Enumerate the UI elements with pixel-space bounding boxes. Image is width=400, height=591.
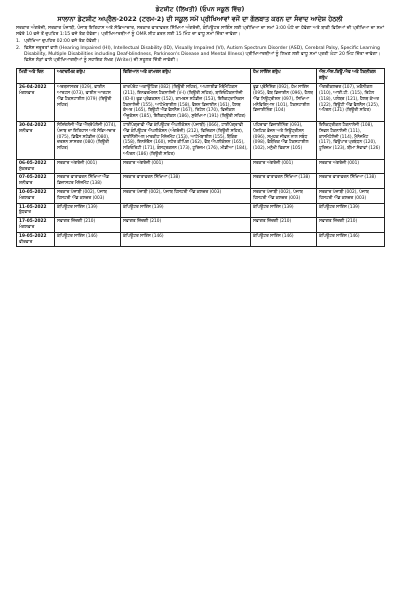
document-title: ਡੇਟਸ਼ੀਟ (ਲਿਖਤੀ) (ਓਪਨ ਸਕੂਲ ਵਿੱਚ) [155,6,245,13]
home-science-subjects-cell: ਸਰਕਾਰ ਅੰਗਰੇਜ਼ੀ (001) [251,159,317,174]
academic-subjects-cell: ਸਰਕਾਰ ਪੰਜਾਬੀ (002), ਪੰਜਾਬ ਹਿਸਟਰੀ ਐਂਡ ਕਲਚਰ (003) [55,188,121,203]
exam-date: 10-05-2022 [19,189,47,195]
date-day-cell [17,159,55,174]
table-row [17,122,385,160]
nsqf-technical-subjects-cell: ਸਵਾਗਤ ਜ਼ਿੰਦਗੀ (210) [317,218,385,233]
nsqf-technical-subjects-cell: ਐਗਰੀਕਲਚਰ (107), ਮਕੈਨੀਕਲ (110), ਆਈ.ਟੀ. (115), ਰਿਟੇਲ (118), ਪਲੰਬਰ (121), ਹੈਲਥ ਕੇਅਰ (122), ਬਿਊਟੀ ਐਂਡ ਵੈਲਨੈਸ (125), ਅਪੈਰਲ (131) (ਥਿਊਰੀ ਸਹਿਤ) [317,84,385,122]
note-text: ਵਿਸ਼ੇਸ਼ ਜ਼ਰੂਰਤਾਂ ਵਾਲੇ (Hearing Impaired (HI), Intellectual Disability (ID), Visually Impaired (VI), Autism Spectrum Disorder (ASD), Cerebral Palsy, Specific Learning Disability, Multiple Disabilities including Deaf-blindness, Parkinson's Disease and Mental Illness) ਪ੍ਰੀਖਿਆਰਥੀਆਂ ਨੂੰ ਲਿਖਣ ਲਈ ਵਾਧੂ ਸਮਾਂ ਪ੍ਰਤੀ ਘੰਟਾ 20 ਮਿੰਟ ਦਿੱਤਾ ਜਾਵੇਗਾ। ਵਿਸ਼ੇਸ਼ ਲੋੜਾਂ ਵਾਲੇ ਪ੍ਰੀਖਿਆਰਥੀਆਂ ਨੂੰ ਸਹਾਇਕ ਲੇਖਕ (Writer) ਦੀ ਸਹੂਲਤ ਦਿੱਤੀ ਜਾਵੇਗੀ। [24,45,381,64]
nsqf-technical-subjects-cell: ਸਰਕਾਰ ਵਾਤਾਵਰਨ ਸਿੱਖਿਆ (138) [317,174,385,189]
home-science-subjects-cell: ਸਰਕਾਰ ਵਾਤਾਵਰਨ ਸਿੱਖਿਆ (138) [251,174,317,189]
header-home-science-group: ਹੋਮ ਸਾਇੰਸ ਗਰੁੱਪ [251,69,317,84]
science-commerce-subjects-cell: ਕੰਪਿਊਟਰ ਸਾਇੰਸ (146) [121,232,251,247]
exam-date: 30-04-2022 [19,123,47,128]
home-science-subjects-cell: ਸਰਕਾਰ ਪੰਜਾਬੀ (002), ਪੰਜਾਬ ਹਿਸਟਰੀ ਐਂਡ ਕਲਚਰ (003) [251,188,317,203]
nsqf-technical-subjects-cell: ਇਲੈਕਟ੍ਰੀਕਲ ਟੈਕਨਾਲੋਜੀ (108), ਸਿਵਲ ਟੈਕਨਾਲੋਜੀ (111), ਕਾਸਮੈਟੋਲੋਜੀ (114), ਮੈਨੇਜਮੈਂਟ (117), ਵਿਉਪਾਰ ਪ੍ਰਬੰਧਨ (120), ਟੂਰਿਜ਼ਮ (123), ਬੀਮਾ ਸੇਵਾਵਾਂ (126) [317,122,385,160]
academic-subjects-cell: ਕੰਪਿਊਟਰ ਸਾਇੰਸ (139) [55,203,121,218]
exam-date: 19-05-2022 [19,233,47,239]
exam-date: 17-05-2022 [19,219,47,225]
science-commerce-subjects-cell: ਸਰਕਾਰ ਅੰਗਰੇਜ਼ੀ (001) [121,159,251,174]
date-day-cell [17,174,55,189]
home-science-subjects-cell: ਸਵਾਗਤ ਜ਼ਿੰਦਗੀ (210) [251,218,317,233]
exam-day: ਮੰਗਲਵਾਰ [19,91,35,97]
header-science-commerce-group: ਵਿਗਿਆਨ ਅਤੇ ਕਾਮਰਸ ਗਰੁੱਪ [121,69,251,84]
note-item [16,46,384,65]
academic-subjects-cell: ਸਰਕਾਰ ਵਾਤਾਵਰਨ ਸਿੱਖਿਆ ਐਂਡ ਡਿਜ਼ਾਸਟਰ ਮੈਨੇਜਮੈਂਟ (138) [55,174,121,189]
exam-date: 06-05-2022 [19,160,47,166]
academic-subjects-cell: ਸਰਕਾਰ ਅੰਗਰੇਜ਼ੀ (001) [55,159,121,174]
science-commerce-subjects-cell: ਸਰਕਾਰ ਪੰਜਾਬੀ (002), ਪੰਜਾਬ ਹਿਸਟਰੀ ਐਂਡ ਕਲਚਰ (003) [121,188,251,203]
home-science-subjects-cell: ਕੰਪਿਊਟਰ ਸਾਇੰਸ (139) [251,203,317,218]
exam-day: ਸ਼ਨੀਵਾਰ [19,128,33,134]
table-row [17,84,385,122]
table-row [17,232,385,247]
document-subtitle: ਸਾਲਾਨਾ ਡੇਟਸ਼ੀਟ ਅਪ੍ਰੈਲ-2022 (ਟਰਮ-2) ਦੀ ਸਕੂਲ ਸਮੇਂ ਪ੍ਰੀਖਿਆਵਾਂ ਵਜੋਂ ਦਾ ਗੱਲਬਾਤ ਕਰਨ ਦਾ ਸੰਵਾਦ ਆਦੇਸ਼ ਹੇਠਲੀ [57,15,343,23]
note-text: ਪ੍ਰੀਖਿਆ ਦੁਪਹਿਰ 02:00 ਵਜੇ ਤੱਕ ਹੋਵੇਗੀ। [24,39,100,45]
note-number: 1. [16,39,21,45]
note-number: 2. [16,45,21,51]
science-commerce-subjects-cell: ਕਾਰਪੋਰੇਟ ਅਕਾਊਂਟਿੰਗ (082) (ਥਿਊਰੀ ਸਹਿਤ), ਅਪਲਾਈਡ ਮੈਥੇਮੈਟਿਕਸ (211), ਇਨਫਰਮੇਸ਼ਨ ਟੈਕਨਾਲੋਜੀ (V-I) (ਥਿਊਰੀ ਸਹਿਤ), ਬਾਇਓਟੈਕਨਾਲੋਜੀ (ID-II) ਫੂਡ ਪ੍ਰੋਡਕਸ਼ਨ (152), ਕਾਮਰਸ ਸਟੱਡੀਜ਼ (153), ਇਲੈਕਟ੍ਰਾਨਿਕਸ ਟੈਕਨਾਲੋਜੀ (155), ਆਟੋਮੋਬਾਈਲ (158), ਫੈਸ਼ਨ ਡਿਜ਼ਾਈਨ (161), ਹੈਲਥ ਕੇਅਰ (165), ਬਿਊਟੀ ਐਂਡ ਵੈਲਨੈਸ (167), ਰਿਟੇਲ (170), ਫਿਜ਼ੀਕਲ ਐਜੂਕੇਸ਼ਨ (185), ਇਲੈਕਟ੍ਰੀਕਲ (186), ਸੁਰੱਖਿਆ (191) (ਥਿਊਰੀ ਸਹਿਤ) [121,84,251,122]
header-academic-group: ਅਕਾਦਮਿਕ ਗਰੁੱਪ [55,69,121,84]
nsqf-technical-subjects-cell: ਸਰਕਾਰ ਪੰਜਾਬੀ (002), ਪੰਜਾਬ ਹਿਸਟਰੀ ਐਂਡ ਕਲਚਰ (003) [317,188,385,203]
table-row [17,174,385,189]
science-commerce-subjects-cell: ਸਰਕਾਰ ਵਾਤਾਵਰਨ ਸਿੱਖਿਆ (138) [121,174,251,189]
exam-day: ਸ਼ਨੀਵਾਰ [19,181,33,187]
nsqf-technical-subjects-cell: ਸਰਕਾਰ ਅੰਗਰੇਜ਼ੀ (001) [317,159,385,174]
datesheet-table [16,68,385,247]
academic-subjects-cell: ਕੰਪਿਊਟਰ ਸਾਇੰਸ (146) [55,232,121,247]
exam-day: ਮੰਗਲਵਾਰ [19,195,35,201]
table-header-row [17,69,385,84]
header-nsqf-technical-group: ਐਨ.ਐਸ.ਕਿਊ.ਐਫ ਅਤੇ ਟੈਕਨੀਕਲ ਗਰੁੱਪ [317,69,385,84]
notes-list [16,39,384,64]
home-science-subjects-cell: ਕੰਪਿਊਟਰ ਸਾਇੰਸ (146) [251,232,317,247]
science-commerce-subjects-cell: ਟਾਈਪੋਗ੍ਰਾਫੀ ਐਂਡ ਕੰਪਿਊਟਰ ਐਪਲੀਕੇਸ਼ਨ (ਪੰਜਾਬੀ) (066), ਟਾਈਪੋਗ੍ਰਾਫੀ ਐਂਡ ਕੰਪਿਊਟਰ ਐਪਲੀਕੇਸ਼ਨ (ਅੰਗਰੇਜ਼ੀ) (212), ਫਿਜ਼ਿਕਸ (ਥਿਊਰੀ ਸਹਿਤ), ਫਾਈਨੈਂਸ਼ੀਅਲ ਮਾਰਕੀਟ ਮੈਨੇਜਮੈਂਟ (153), ਆਟੋਮੋਬਾਈਲ (155), ਬੈਂਕਿੰਗ (158), ਇਨਸ਼ੋਰੈਂਸ (160), ਸਟੋਰ ਕੀਪਿੰਗ (162), ਵੈੱਬ ਐਪਲੀਕੇਸ਼ਨ (165), ਸਕਿਓਰਿਟੀ (171), ਕੰਸਟ੍ਰਕਸ਼ਨ (173), ਟੂਰਿਜ਼ਮ (176), ਮੀਡੀਆ (184), ਅਪੈਰਲ (186) (ਥਿਊਰੀ ਸਹਿਤ) [121,122,251,160]
academic-subjects-cell: ਸਵਾਗਤ ਜ਼ਿੰਦਗੀ (210) [55,218,121,233]
academic-subjects-cell: ਅਰਥਸ਼ਾਸਤਰ (029), ਫਾਈਨ ਆਰਟਸ (073), ਫਾਈਨ ਆਰਟਸ ਐਂਡ ਟੈਕਸਟਾਈਲ (079) (ਥਿਊਰੀ ਸਹਿਤ) [55,84,121,122]
exam-day: ਬੁੱਧਵਾਰ [19,210,31,216]
academic-subjects-cell: ਸੋਸ਼ਿਓਲੋਜੀ ਐਂਡ ਐਂਥਰੋਪੋਲੋਜੀ (074), ਪੰਜਾਬ ਦਾ ਇਤਿਹਾਸ ਅਤੇ ਸੱਭਿਆਚਾਰ (075), ਡਿਫੈਂਸ ਸਟੱਡੀਜ਼ (080), ਦਰਸ਼ਨ ਸ਼ਾਸਤਰ (080) (ਥਿਊਰੀ ਸਹਿਤ) [55,122,121,160]
home-science-subjects-cell: ਪਹਿਰਾਵਾ ਡਿਜ਼ਾਈਨਿੰਗ (093), ਪੌਸ਼ਟਿਕ ਭੋਜਨ ਅਤੇ ਨਿਊਟ੍ਰੀਸ਼ਨ (096), ਸਮੂਹਕ ਜੀਵਨ ਨਾਲ ਸਬੰਧ (098), ਫੈਬਰਿਕ ਐਂਡ ਟੈਕਸਟਾਈਲ (102), ਮਨੁੱਖੀ ਵਿਕਾਸ (105) [251,122,317,160]
date-day-cell [17,188,55,203]
nsqf-technical-subjects-cell: ਕੰਪਿਊਟਰ ਸਾਇੰਸ (146) [317,232,385,247]
science-commerce-subjects-cell: ਕੰਪਿਊਟਰ ਸਾਇੰਸ (139) [121,203,251,218]
date-day-cell [17,122,55,160]
table-row [17,218,385,233]
nsqf-technical-subjects-cell: ਕੰਪਿਊਟਰ ਸਾਇੰਸ (139) [317,203,385,218]
exam-date: 26-04-2022 [19,85,47,91]
table-row [17,203,385,218]
exam-date: 07-05-2022 [19,175,47,181]
table-row [17,159,385,174]
exam-date: 11-05-2022 [19,204,47,210]
date-day-cell [17,84,55,122]
date-day-cell [17,203,55,218]
header-date-day: ਮਿਤੀ ਅਤੇ ਦਿਨ [17,69,55,84]
exam-day: ਸ਼ੁੱਕਰਵਾਰ [19,166,35,172]
science-commerce-subjects-cell: ਸਵਾਗਤ ਜ਼ਿੰਦਗੀ (210) [121,218,251,233]
table-row [17,188,385,203]
home-science-subjects-cell: ਫੂਡ ਪ੍ਰੋਸੈਸਿੰਗ (092), ਹੋਮ ਸਾਇੰਸ (095), ਵੈਬ ਡਿਜ਼ਾਈਨ (096), ਹੈਲਥ ਐਂਡ ਨਿਊਟ੍ਰੀਸ਼ਨ (097), ਸਿਖਿਆ ਮਨੋਵਿਗਿਆਨ (101), ਟੈਕਸਟਾਈਲ ਡਿਜ਼ਾਈਨਿੰਗ (104) [251,84,317,122]
date-day-cell [17,232,55,247]
exam-day: ਮੰਗਲਵਾਰ [19,224,35,230]
date-day-cell [17,218,55,233]
exam-day: ਵੀਰਵਾਰ [19,239,33,245]
intro-paragraph: ਸਰਕਾਰ ਅੰਗਰੇਜ਼ੀ, ਸਰਕਾਰ ਪੰਜਾਬੀ, ਪੰਜਾਬ ਇਤਿਹਾਸ ਅਤੇ ਸੱਭਿਆਚਾਰ, ਸਰਕਾਰ ਵਾਤਾਵਰਨ ਸਿੱਖਿਆ ਅੰਗਰੇਜ਼ੀ, ਕੰਪਿਊਟਰ ਸਾਇੰਸ ਲਈ ਪ੍ਰੀਖਿਆ ਦਾ ਸਮਾਂ 3:00 ਘੰਟੇ ਦਾ ਹੋਵੇਗਾ ਅਤੇ ਬਾਕੀ ਵਿਸ਼ਿਆਂ ਦੀ ਪ੍ਰੀਖਿਆ ਦਾ ਸਮਾਂ ਸਵੇਰੇ 10 ਵਜੇ ਤੋਂ ਦੁਪਹਿਰ 1:15 ਵਜੇ ਤੱਕ ਹੋਵੇਗਾ। ਪ੍ਰੀਖਿਆਰਥੀਆਂ ਨੂੰ OMR ਸ਼ੀਟ ਭਰਨ ਲਈ 15 ਮਿੰਟ ਦਾ ਵਾਧੂ ਸਮਾਂ ਦਿੱਤਾ ਜਾਵੇਗਾ। [16,26,384,38]
